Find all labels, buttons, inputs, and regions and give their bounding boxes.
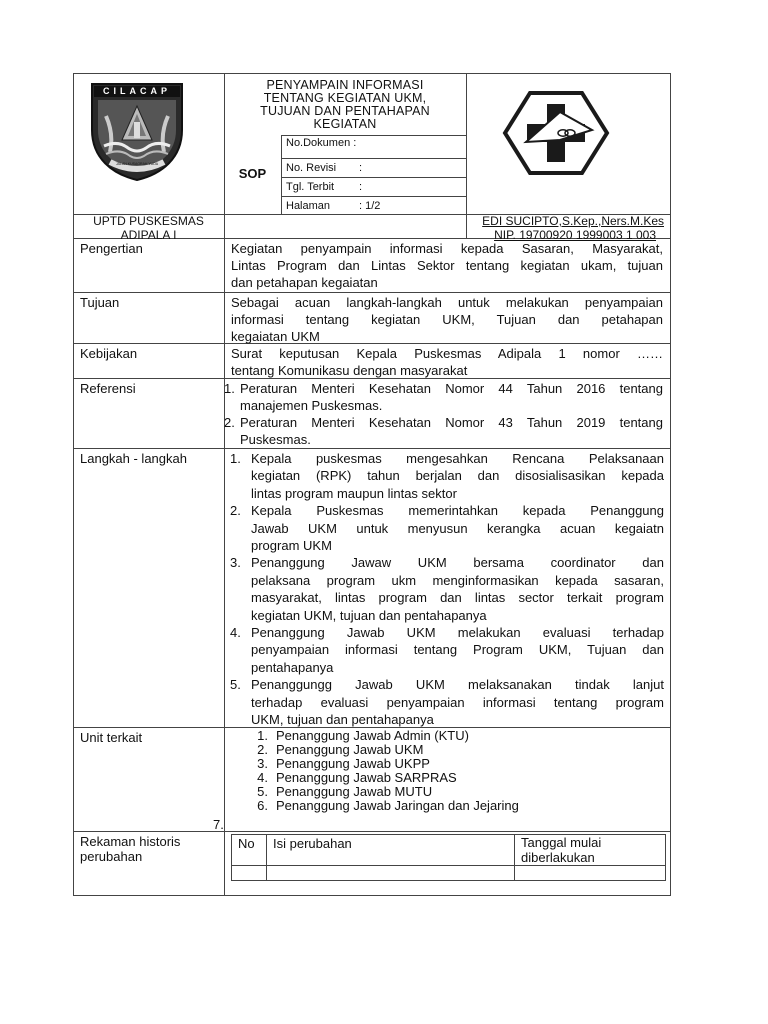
- rekaman-label-line-1: Rekaman historis: [80, 834, 181, 849]
- halaman-label: Halaman: [286, 200, 331, 212]
- referensi-list: [224, 380, 664, 448]
- pengertian-label: Pengertian: [80, 241, 143, 256]
- rekaman-label-line-2: perubahan: [80, 849, 143, 864]
- pengertian-text: [231, 240, 663, 291]
- title-line-3: TUJUAN DAN PENTAHAPAN: [260, 104, 430, 118]
- langkah-num-1: 1.: [230, 451, 241, 466]
- title-line-1: PENYAMPAIN INFORMASI: [266, 78, 424, 92]
- kebijakan-line-1: Surat keputusan Kepala Puskesmas Adipala 1 nomor ……: [231, 346, 663, 361]
- langkah-3-line-3: masyarakat, lintas program dan lintas sector terkait program: [251, 590, 664, 606]
- langkah-item: [230, 624, 664, 676]
- org-name: [73, 214, 224, 242]
- pengertian-line-2: Lintas Program dan Lintas Sektor tentang kegiatan ukam, tujuan: [231, 258, 663, 273]
- tujuan-line-1: Sebagai acuan langkah-langkah untuk melakukan penyampaian: [231, 295, 663, 310]
- document-title: [224, 79, 466, 131]
- langkah-2-line-3: program UKM: [251, 537, 332, 553]
- rekaman-col-isi: Isi perubahan: [273, 836, 352, 851]
- tgl-terbit-label: Tgl. Terbit: [286, 181, 335, 193]
- unit-num-3: 3.: [257, 756, 268, 771]
- referensi-item: [224, 380, 664, 414]
- referensi-item: [224, 414, 664, 448]
- cilacap-logo: [88, 82, 186, 182]
- langkah-label: Langkah - langkah: [80, 451, 187, 466]
- halaman-value: : 1/2: [359, 200, 381, 212]
- langkah-1-line-3: lintas program maupun lintas sektor: [251, 485, 457, 501]
- langkah-3-line-4: kegiatan UKM, tujuan dan pentahapanya: [251, 607, 487, 623]
- langkah-2-line-2: Jawab UKM untuk menyusun kerangka acuan kegaiatn: [251, 520, 664, 536]
- langkah-item: [230, 676, 664, 728]
- signer-block: [466, 214, 670, 242]
- sop-label: SOP: [238, 166, 267, 181]
- pengertian-line-3: dan petahapan kegaiatan: [231, 275, 378, 290]
- referensi-1-line-1: Peraturan Menteri Kesehatan Nomor 44 Tahun 2016 tentang: [240, 381, 663, 396]
- langkah-item: [230, 554, 664, 624]
- puskesmas-logo: [502, 90, 610, 176]
- tujuan-line-2: informasi tentang kegiatan UKM, Tujuan dan petahapan: [231, 312, 663, 327]
- unit-text-4: Penanggung Jawab SARPRAS: [276, 770, 457, 785]
- rekaman-col-tanggal-line-1: Tanggal mulai: [521, 835, 602, 850]
- pengertian-line-1: Kegiatan penyampain informasi kepada Sasaran, Masyarakat,: [231, 241, 663, 256]
- langkah-1-line-2: kegiatan (RPK) tahun berjalan dan disosialisasikan kepada: [251, 468, 664, 484]
- langkah-4-line-3: pentahapanya: [251, 659, 334, 675]
- kebijakan-line-2: tentang Komunikasu dengan masyarakat: [231, 363, 468, 378]
- referensi-label: Referensi: [80, 381, 136, 396]
- referensi-num-1: 1.: [224, 381, 235, 396]
- title-line-2: TENTANG KEGIATAN UKM,: [263, 91, 427, 105]
- unit-list: [250, 729, 660, 829]
- referensi-num-2: 2.: [224, 415, 235, 430]
- no-revisi-label: No. Revisi: [286, 162, 337, 174]
- referensi-2-line-2: Puskesmas.: [240, 432, 311, 447]
- org-line-2: ADIPALA I: [120, 228, 177, 242]
- unit-num-4: 4.: [257, 770, 268, 785]
- kebijakan-label: Kebijakan: [80, 346, 138, 361]
- langkah-5-line-2: terhadap evaluasi penyampaian informasi tentang program: [251, 694, 664, 710]
- signer-nip: NIP. 19700920 1999003 1 003: [494, 228, 656, 242]
- langkah-num-3: 3.: [230, 555, 241, 571]
- unit-text-5: Penanggung Jawab MUTU: [276, 784, 433, 799]
- unit-text-3: Penanggung Jawab UKPP: [276, 756, 430, 771]
- cilacap-logo-motto: JALAN KUSAGRAH YUDA: [115, 162, 159, 166]
- rekaman-col-tanggal-line-2: diberlakukan: [521, 850, 595, 865]
- langkah-3-line-2: pelaksana program ukm menginformasikan kepada sasaran,: [251, 572, 664, 588]
- unit-num-1: 1.: [257, 728, 268, 743]
- title-line-4: KEGIATAN: [313, 117, 377, 131]
- referensi-1-line-2: manajemen Puskesmas.: [240, 398, 383, 413]
- langkah-5-line-3: UKM, tujuan dan pentahapanya: [251, 711, 434, 727]
- rekaman-col-tanggal: [521, 835, 601, 865]
- no-dokumen-label: No.Dokumen :: [286, 137, 357, 149]
- tgl-terbit-colon: :: [359, 181, 363, 193]
- langkah-2-line-1: Kepala Puskesmas memerintahkan kepada Penanggung: [251, 503, 664, 519]
- rekaman-col-no: No: [238, 836, 255, 851]
- langkah-num-5: 5.: [230, 677, 241, 693]
- org-line-1: UPTD PUSKESMAS: [93, 214, 204, 228]
- unit-text-1: Penanggung Jawab Admin (KTU): [276, 728, 469, 743]
- referensi-2-line-1: Peraturan Menteri Kesehatan Nomor 43 Tahun 2019 tentang: [240, 415, 663, 430]
- langkah-list: [230, 450, 664, 728]
- tujuan-line-3: kegaiatan UKM: [231, 329, 320, 344]
- tujuan-text: [231, 294, 663, 345]
- unit-num-6: 6.: [257, 798, 268, 813]
- unit-num-2: 2.: [257, 742, 268, 757]
- cilacap-crest-icon: [88, 82, 186, 182]
- langkah-4-line-1: Penanggung Jawab UKM melakukan evaluasi terhadap: [251, 624, 664, 640]
- signer-name: EDI SUCIPTO,S.Kep.,Ners.M.Kes: [482, 214, 664, 228]
- unit-text-2: Penanggung Jawab UKM: [276, 742, 424, 757]
- langkah-1-line-1: Kepala puskesmas mengesahkan Rencana Pelaksanaan: [251, 451, 664, 466]
- puskesmas-cross-icon: [502, 90, 610, 176]
- langkah-3-line-1: Penanggung Jawaw UKM bersama coordinator dan: [251, 555, 664, 571]
- langkah-4-line-2: penyampaian informasi tentang Program UKM, Tujuan dan: [251, 642, 664, 658]
- langkah-num-2: 2.: [230, 503, 241, 519]
- unit-num-5: 5.: [257, 784, 268, 799]
- rekaman-label: [80, 834, 180, 864]
- kebijakan-text: [231, 345, 663, 379]
- langkah-num-4: 4.: [230, 624, 241, 640]
- langkah-5-line-1: Penanggungg Jawab UKM melaksanakan tindak lanjut: [251, 677, 664, 693]
- unit-trailing-num: 7.: [213, 817, 224, 832]
- unit-label: Unit terkait: [80, 730, 143, 745]
- langkah-item: [230, 450, 664, 502]
- langkah-item: [230, 502, 664, 554]
- tujuan-label: Tujuan: [80, 295, 120, 310]
- no-revisi-colon: :: [359, 162, 363, 174]
- unit-text-6: Penanggung Jawab Jaringan dan Jejaring: [276, 798, 519, 813]
- cilacap-logo-text: CILACAP: [103, 86, 171, 96]
